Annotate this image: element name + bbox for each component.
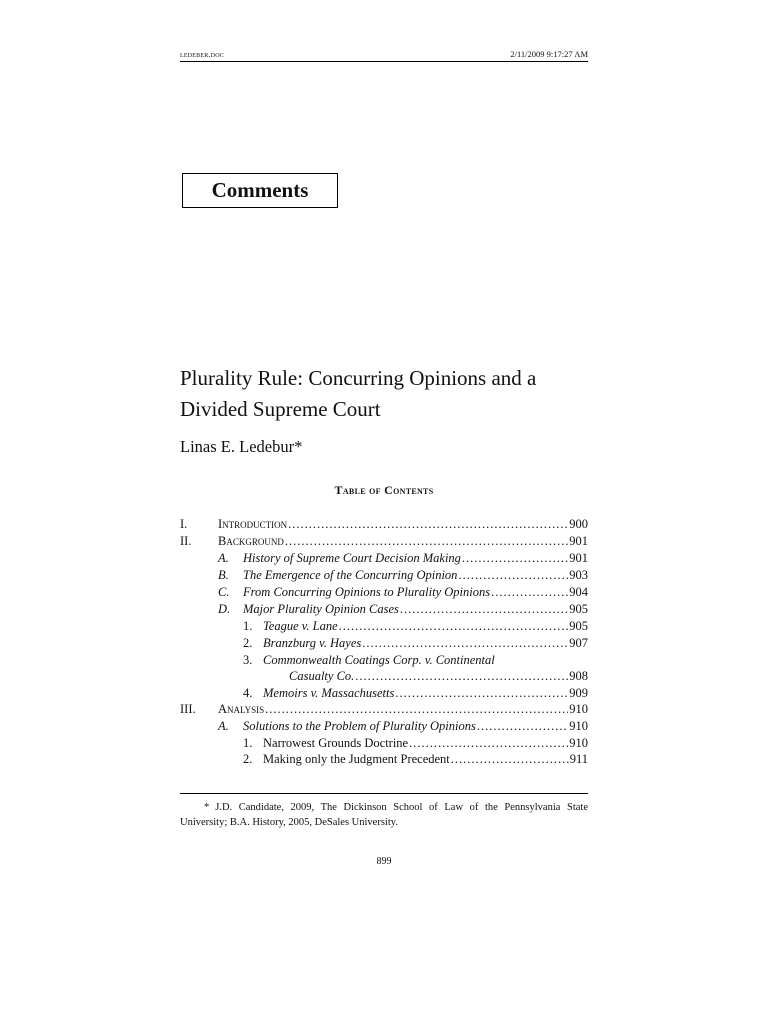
toc-leader-dots	[458, 567, 568, 584]
toc-entry-label: Major Plurality Opinion Cases	[243, 602, 399, 616]
header-timestamp: 2/11/2009 9:17:27 AM	[510, 49, 588, 59]
footnote	[180, 800, 588, 830]
toc-entry-number: C.	[218, 585, 230, 599]
toc-leader-dots	[288, 516, 568, 533]
toc-leader-dots	[409, 735, 568, 752]
title-line-1: Plurality Rule: Concurring Opinions and a	[180, 366, 537, 390]
toc-entry-page: 910	[569, 702, 588, 716]
toc-entry	[243, 751, 588, 768]
toc-entry-number: 4.	[243, 686, 253, 700]
title-line-2: Divided Supreme Court	[180, 397, 381, 421]
toc-entry-continuation	[289, 668, 588, 685]
toc-leader-dots	[339, 618, 569, 635]
toc-entry	[243, 635, 588, 652]
toc-leader-dots	[477, 718, 568, 735]
toc-leader-dots	[355, 668, 568, 685]
toc-leader-dots	[285, 533, 568, 550]
toc-entry-page: 904	[569, 585, 588, 599]
toc-entry	[218, 550, 588, 567]
toc-leader-dots	[362, 635, 568, 652]
toc-entry-label: History of Supreme Court Decision Making	[243, 551, 461, 565]
article-title	[180, 363, 600, 425]
toc-entry-label: Narrowest Grounds Doctrine	[263, 736, 409, 750]
toc-entry-number: A.	[218, 719, 229, 733]
toc-entry-number: 2.	[243, 752, 253, 766]
toc-entry-page: 901	[569, 534, 588, 548]
toc-entry-page: 909	[569, 686, 588, 700]
footnote-text: J.D. Candidate, 2009, The Dickinson School of Law of the Pennsylvania State University; B.A. History, 2005, DeSales University.	[180, 802, 588, 828]
toc-entry	[180, 516, 588, 533]
toc-entry-number: A.	[218, 551, 229, 565]
toc-entry-page: 908	[569, 669, 588, 683]
toc-entry-number: B.	[218, 568, 229, 582]
toc-entry-page: 900	[569, 517, 588, 531]
toc-entry-number: 2.	[243, 636, 253, 650]
toc-entry-label: Introduction	[218, 517, 288, 531]
toc-entry-page: 903	[569, 568, 588, 582]
toc-entry-page: 907	[569, 636, 588, 650]
toc-entry-number: D.	[218, 602, 231, 616]
toc-entry-label: Branzburg v. Hayes	[263, 636, 362, 650]
toc-leader-dots	[462, 550, 568, 567]
toc-entry-label: Commonwealth Coatings Corp. v. Continental	[263, 653, 495, 667]
toc-entry-page: 905	[569, 619, 588, 633]
toc-entry-number: 3.	[243, 653, 253, 667]
author-name: Linas E. Ledebur*	[180, 437, 303, 456]
toc-entry	[243, 735, 588, 752]
toc-entry-page: 910	[569, 719, 588, 733]
toc-entry-page: 911	[569, 752, 588, 766]
toc-entry-number: 1.	[243, 736, 253, 750]
toc-heading: Table of Contents	[334, 483, 434, 497]
toc-entry	[218, 567, 588, 584]
running-header	[180, 49, 588, 62]
toc-leader-dots	[400, 601, 568, 618]
footnote-divider	[180, 793, 588, 794]
toc-entry-label: Making only the Judgment Precedent	[263, 752, 450, 766]
toc-entry	[243, 652, 588, 669]
toc-entry-page: 910	[569, 736, 588, 750]
file-name: ledeber.doc	[180, 49, 224, 59]
toc-entry-label: Memoirs v. Massachusetts	[263, 686, 395, 700]
toc-entry-label: The Emergence of the Concurring Opinion	[243, 568, 458, 582]
toc-entry-number: I.	[180, 517, 188, 531]
toc-entry	[218, 718, 588, 735]
toc-entry	[243, 618, 588, 635]
toc-entry	[218, 601, 588, 618]
toc-entry-label: Solutions to the Problem of Plurality Opinions	[243, 719, 476, 733]
toc-leader-dots	[451, 751, 569, 768]
toc-entry-number: III.	[180, 702, 196, 716]
toc-entry	[243, 685, 588, 702]
toc-leader-dots	[395, 685, 568, 702]
toc-entry-number: 1.	[243, 619, 253, 633]
toc-entry-page: 901	[569, 551, 588, 565]
page-number: 899	[376, 856, 392, 867]
toc-entry-label: Casualty Co.	[289, 669, 355, 683]
section-label-box	[182, 173, 338, 208]
toc-leader-dots	[265, 701, 568, 718]
section-label: Comments	[211, 178, 309, 202]
toc-entry-label: Teague v. Lane	[263, 619, 338, 633]
toc-leader-dots	[491, 584, 568, 601]
toc-entry-label: From Concurring Opinions to Plurality Opinions	[243, 585, 491, 599]
toc-entry-label: Background	[218, 534, 284, 548]
toc-entry-label: Analysis	[218, 702, 265, 716]
footnote-mark: *	[204, 802, 210, 813]
toc-entry-page: 905	[569, 602, 588, 616]
toc-entry	[218, 584, 588, 601]
toc-entry-number: II.	[180, 534, 192, 548]
toc-entry	[180, 701, 588, 718]
toc-entry	[180, 533, 588, 550]
